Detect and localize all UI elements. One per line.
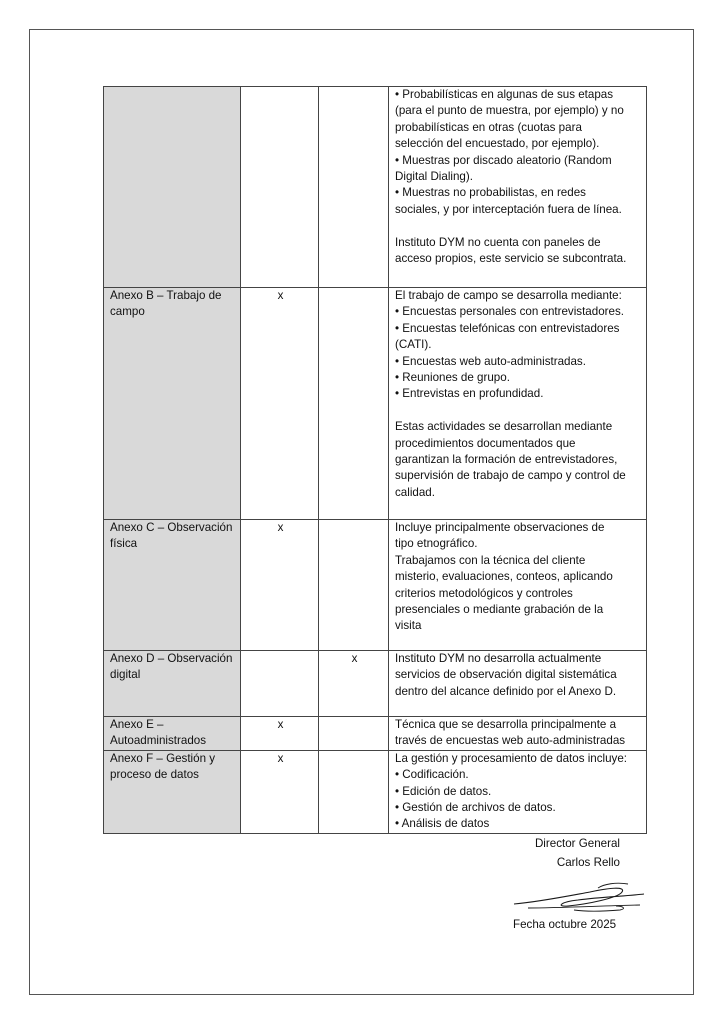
description-line: • Encuestas telefónicas con entrevistadores bbox=[395, 321, 620, 335]
description-line: La gestión y procesamiento de datos incluye: bbox=[395, 751, 628, 765]
handwritten-signature bbox=[508, 878, 648, 918]
description-line: garantizan la formación de entrevistadores, bbox=[395, 453, 618, 467]
description-line: misterio, evaluaciones, conteos, aplicando bbox=[395, 570, 613, 584]
applies-mark: x bbox=[241, 520, 319, 651]
description-line: selección del encuestado, por ejemplo). bbox=[395, 137, 600, 151]
annex-table bbox=[103, 86, 647, 834]
description-line: • Edición de datos. bbox=[395, 784, 492, 798]
not-applies-mark bbox=[319, 717, 389, 751]
signer-role: Director General bbox=[534, 837, 620, 850]
table-row bbox=[104, 651, 647, 717]
description-line: • Reuniones de grupo. bbox=[395, 371, 510, 385]
description-line: Instituto DYM no desarrolla actualmente bbox=[395, 652, 602, 665]
table-row bbox=[104, 717, 647, 751]
description-line: • Encuestas personales con entrevistadores. bbox=[395, 305, 624, 319]
description-line: probabilísticas en otras (cuotas para bbox=[395, 120, 582, 134]
description-line: • Probabilísticas en algunas de sus etapas bbox=[395, 88, 614, 101]
description-line: dentro del alcance definido por el Anexo D. bbox=[395, 684, 617, 698]
not-applies-mark: x bbox=[319, 651, 389, 717]
description-line: criterios metodológicos y controles bbox=[395, 586, 573, 600]
annex-description bbox=[389, 87, 647, 288]
annex-name: Anexo E – Autoadministrados bbox=[104, 717, 241, 751]
annex-name: Anexo F – Gestión y proceso de datos bbox=[104, 750, 241, 833]
description-line: tipo etnográfico. bbox=[395, 537, 478, 551]
annex-name bbox=[104, 87, 241, 288]
description-line: procedimientos documentados que bbox=[395, 436, 576, 450]
applies-mark: x bbox=[241, 717, 319, 751]
description-line: • Muestras por discado aleatorio (Random bbox=[395, 153, 612, 167]
table-row bbox=[104, 520, 647, 651]
description-line: • Encuestas web auto-administradas. bbox=[395, 354, 586, 368]
not-applies-mark bbox=[319, 750, 389, 833]
not-applies-mark bbox=[319, 288, 389, 520]
table-row bbox=[104, 750, 647, 833]
description-line: (CATI). bbox=[395, 338, 432, 352]
annex-description bbox=[389, 288, 647, 520]
document-date: Fecha octubre 2025 bbox=[513, 918, 617, 931]
description-line: través de encuestas web auto-administradas bbox=[395, 734, 626, 748]
description-line: Instituto DYM no cuenta con paneles de bbox=[395, 235, 601, 249]
description-line: Incluye principalmente observaciones de bbox=[395, 521, 605, 534]
signer-name: Carlos Rello bbox=[556, 856, 620, 869]
annex-description bbox=[389, 520, 647, 651]
blank-line bbox=[395, 218, 642, 234]
not-applies-mark bbox=[319, 87, 389, 288]
annex-description bbox=[389, 651, 647, 717]
signature-block bbox=[535, 834, 620, 872]
description-line: • Entrevistas en profundidad. bbox=[395, 387, 544, 401]
description-line: acceso propios, este servicio se subcontrata. bbox=[395, 252, 627, 266]
table-row bbox=[104, 288, 647, 520]
description-line: Estas actividades se desarrollan mediante bbox=[395, 420, 613, 434]
description-line: • Codificación. bbox=[395, 768, 469, 782]
description-line: • Muestras no probabilistas, en redes bbox=[395, 186, 586, 200]
description-line: Trabajamos con la técnica del cliente bbox=[395, 553, 586, 567]
annex-description bbox=[389, 717, 647, 751]
description-line: sociales, y por interceptación fuera de línea. bbox=[395, 202, 622, 216]
description-line: Digital Dialing). bbox=[395, 170, 473, 184]
applies-mark bbox=[241, 87, 319, 288]
not-applies-mark bbox=[319, 520, 389, 651]
table-row bbox=[104, 87, 647, 288]
applies-mark: x bbox=[241, 288, 319, 520]
description-line: (para el punto de muestra, por ejemplo) y no bbox=[395, 104, 624, 118]
description-line: supervisión de trabajo de campo y control de bbox=[395, 469, 626, 483]
description-line: • Gestión de archivos de datos. bbox=[395, 801, 556, 815]
description-line: presenciales o mediante grabación de la bbox=[395, 603, 604, 617]
blank-line bbox=[395, 403, 642, 419]
description-line: • Análisis de datos bbox=[395, 817, 490, 831]
annex-name: Anexo B – Trabajo de campo bbox=[104, 288, 241, 520]
description-line: Técnica que se desarrolla principalmente a bbox=[395, 718, 617, 731]
description-line: visita bbox=[395, 619, 422, 633]
annex-name: Anexo C – Observación física bbox=[104, 520, 241, 651]
applies-mark bbox=[241, 651, 319, 717]
annex-description bbox=[389, 750, 647, 833]
description-line: El trabajo de campo se desarrolla mediante: bbox=[395, 289, 622, 302]
applies-mark: x bbox=[241, 750, 319, 833]
annex-name: Anexo D – Observación digital bbox=[104, 651, 241, 717]
description-line: servicios de observación digital sistemática bbox=[395, 668, 617, 682]
description-line: calidad. bbox=[395, 485, 435, 499]
